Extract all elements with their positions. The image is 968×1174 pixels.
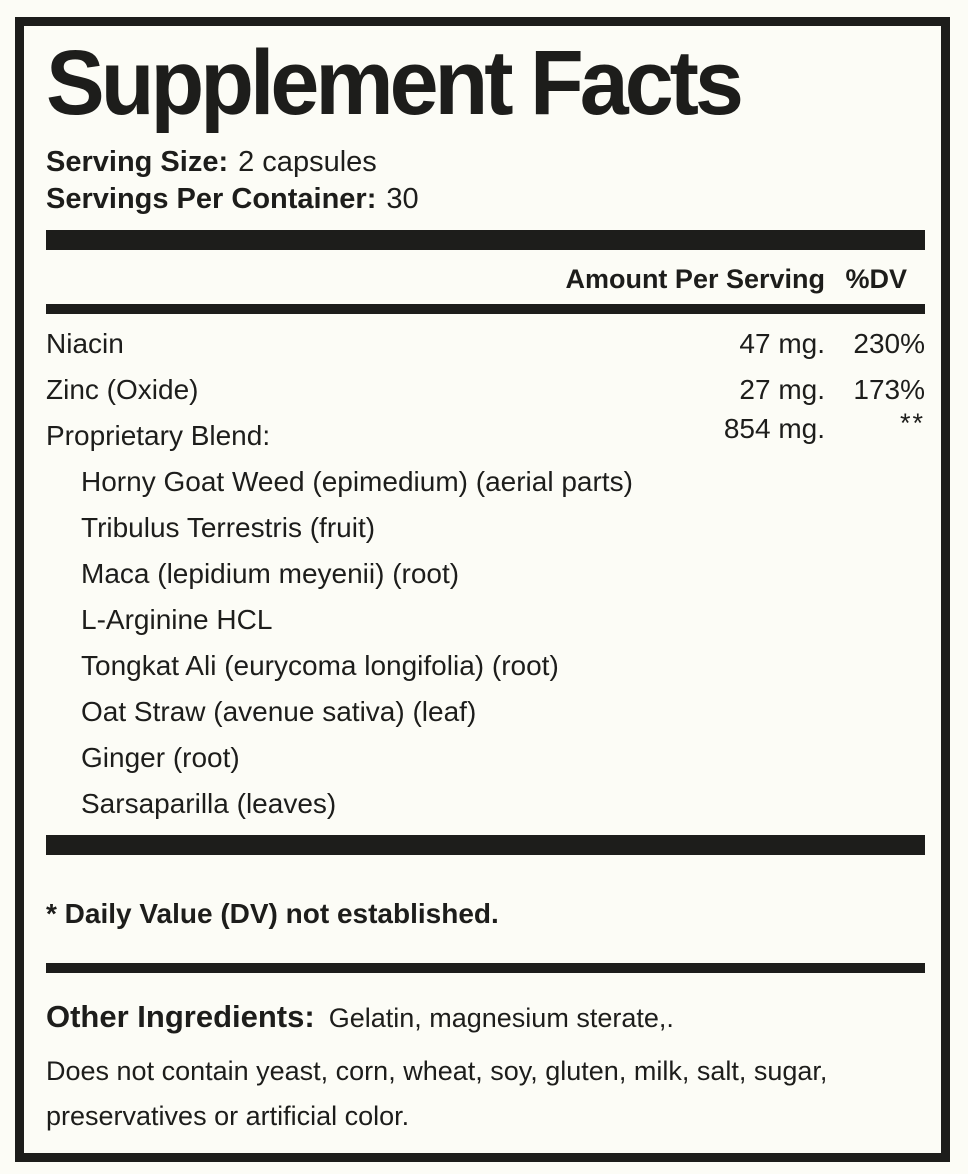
table-header-row — [46, 250, 925, 304]
disclaimer-text — [46, 1049, 925, 1139]
other-ingredients-label: Other Ingredients: — [46, 999, 315, 1034]
nutrient-amount: 27 mg. — [739, 374, 825, 405]
amount-per-serving-header: Amount Per Serving — [565, 264, 825, 294]
divider-thick-bottom — [46, 835, 925, 855]
serving-size-value: 2 capsules — [238, 146, 377, 178]
divider-thick-top — [46, 230, 925, 250]
nutrient-amount: 47 mg. — [739, 328, 825, 359]
serving-size-label: Serving Size: — [46, 146, 229, 178]
serving-size-line — [46, 144, 925, 181]
servings-per-container-label: Servings Per Container: — [46, 183, 377, 215]
servings-per-container-value: 30 — [386, 183, 419, 215]
dv-footnote: * Daily Value (DV) not established. — [46, 898, 499, 929]
label-content — [24, 32, 941, 1139]
blend-ingredient: L-Arginine HCL — [81, 604, 273, 635]
blend-ingredient: Tribulus Terrestris (fruit) — [81, 512, 376, 543]
other-ingredients-line — [46, 998, 925, 1037]
blend-ingredient: Horny Goat Weed (epimedium) (aerial parts) — [81, 466, 633, 497]
blend-ingredient: Sarsaparilla (leaves) — [81, 788, 337, 819]
divider-under-header — [46, 304, 925, 314]
label-title: Supplement Facts — [46, 30, 740, 134]
servings-per-container-line — [46, 181, 925, 218]
disclaimer-line: Does not contain yeast, corn, wheat, soy, gluten, milk, salt, sugar, — [46, 1056, 828, 1086]
nutrient-dv: 230% — [853, 328, 925, 359]
nutrient-name: Proprietary Blend: — [46, 420, 271, 451]
nutrient-name: Zinc (Oxide) — [46, 374, 199, 405]
nutrient-rows — [46, 314, 925, 835]
other-ingredients-value: Gelatin, magnesium sterate,. — [328, 1003, 674, 1033]
blend-ingredient: Maca (lepidium meyenii) (root) — [81, 558, 460, 589]
table-row — [46, 321, 925, 367]
dv-header: %DV — [845, 264, 907, 294]
nutrient-dv: ** — [899, 408, 925, 438]
nutrient-amount: 854 mg. — [723, 413, 825, 444]
supplement-facts-label — [15, 17, 950, 1162]
divider-above-other-ingredients — [46, 963, 925, 973]
nutrient-name: Niacin — [46, 328, 124, 359]
table-row-proprietary-blend — [46, 408, 925, 459]
blend-ingredient: Ginger (root) — [81, 742, 240, 773]
nutrient-dv: 173% — [853, 374, 925, 405]
blend-ingredient: Tongkat Ali (eurycoma longifolia) (root) — [81, 650, 559, 681]
blend-ingredient: Oat Straw (avenue sativa) (leaf) — [81, 696, 477, 727]
disclaimer-line: preservatives or artificial color. — [46, 1101, 410, 1131]
